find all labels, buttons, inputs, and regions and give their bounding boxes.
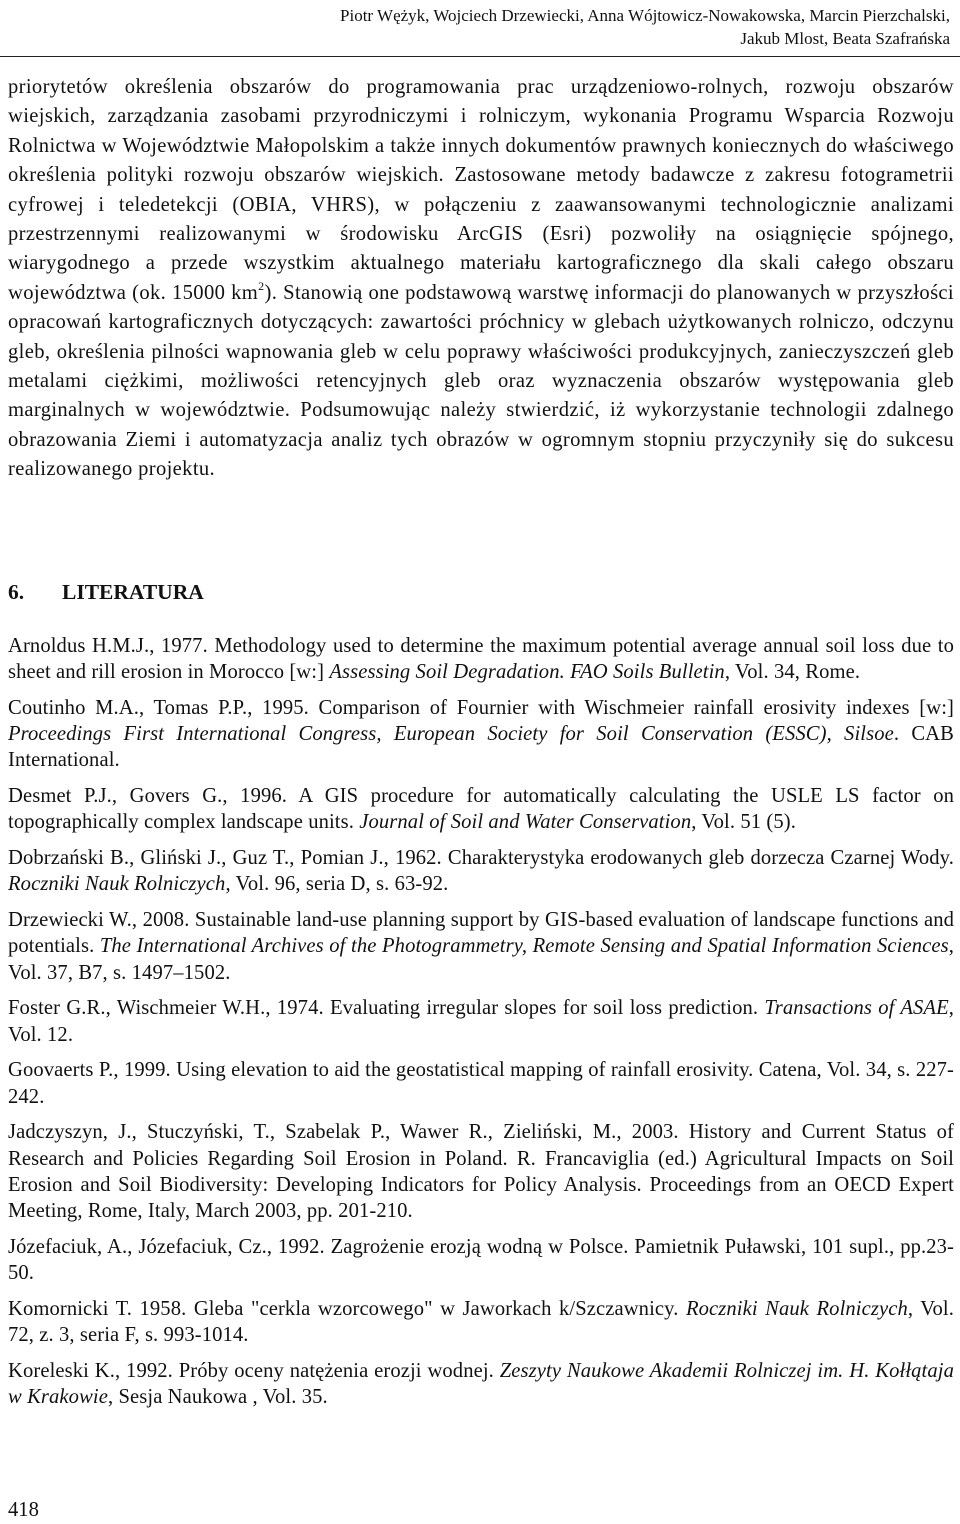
reference-item: Drzewiecki W., 2008. Sustainable land-use planning support by GIS-based evaluation of landscape functions and potentials. The International Archives of the Photogrammetry, Remote Sensing and Spatial Information Sciences, Vol. 37, B7, s. 1497–1502. <box>8 909 954 984</box>
running-header <box>250 4 950 50</box>
page-number: 418 <box>8 1499 39 1521</box>
section-heading <box>8 577 204 607</box>
reference-item: Desmet P.J., Govers G., 1996. A GIS procedure for automatically calculating the USLE LS factor on topographically complex landscape units. Journal of Soil and Water Conservation, Vol. 51 (5). <box>8 785 954 834</box>
reference-item: Arnoldus H.M.J., 1977. Methodology used to determine the maximum potential average annual soil loss due to sheet and rill erosion in Morocco [w:] Assessing Soil Degradation. FAO Soils Bulletin, Vol. 34, Rome. <box>8 635 954 684</box>
body-text-part-3: ). Stanowią one podstawową warstwę informacji do planowanych w przyszłości opracowań kartograficznych dotyczących: zawartości próchnicy w glebach użytkowanych rolniczo, odczynu gleb, określenia pilności wapnowania gleb w celu poprawy właściwości produkcyjnych, zanieczyszczeń gleb metalami ciężkimi, możliwości retencyjnych gleb oraz wyznaczenia obszarów występowania gleb marginalnych w województwie. Podsumowując należy stwierdzić, iż wykorzystanie technologii zdalnego obrazowania Ziemi i automatyzacja analiz tych obrazów w ogromnym stopniu przyczyniły się do sukcesu realizowanego projektu. <box>8 281 954 481</box>
reference-list <box>8 633 954 1420</box>
reference-item: Komornicki T. 1958. Gleba "cerkla wzorcowego" w Jaworkach k/Szczawnicy. Roczniki Nauk Rolniczych, Vol. 72, z. 3, seria F, s. 993-1014. <box>8 1297 954 1347</box>
reference-item: Koreleski K., 1992. Próby oceny natężenia erozji wodnej. Zeszyty Naukowe Akademii Rolniczej im. H. Kołłątaja w Krakowie, Sesja Naukowa , Vol. 35. <box>8 1359 954 1409</box>
section-title: LITERATURA <box>62 580 204 604</box>
body-text-part-1: priorytetów określenia obszarów do programowania prac urządzeniowo-rolnych, rozwoju obszarów wiejskich, zarządzania zasobami przyrodniczymi i rolniczym, wykonania Programu Wsparcia Rozwoju Rolnictwa w Województwie Małopolskim a także innych dokumentów prawnych koniecznych do właściwego określenia polityki rozwoju obszarów wiejskich. <box>8 76 954 187</box>
reference-item: Goovaerts P., 1999. Using elevation to aid the geostatistical mapping of rainfall erosivity. Catena, Vol. 34, s. 227-242. <box>8 1059 954 1108</box>
header-divider <box>0 56 960 57</box>
body-paragraph <box>8 73 954 485</box>
superscript-2: 2 <box>258 278 265 293</box>
section-number: 6. <box>8 580 25 604</box>
reference-item: Józefaciuk, A., Józefaciuk, Cz., 1992. Zagrożenie erozją wodną w Polsce. Pamietnik Puławski, 101 supl., pp.23-50. <box>8 1235 954 1285</box>
reference-item: Coutinho M.A., Tomas P.P., 1995. Comparison of Fournier with Wischmeier rainfall erosivity indexes [w:] Proceedings First International Congress, European Society for Soil Conservation (ESSC), Silsoe. CAB International. <box>8 697 954 772</box>
body-text-part-2: Zastosowane metody badawcze z zakresu fotogrametrii cyfrowej i teledetekcji (OBIA, VHRS), w połączeniu z zaawansowanymi technologicznie analizami przestrzennymi realizowanymi w środowisku ArcGIS (Esri) pozwoliły na osiągnięcie spójnego, wiarygodnego a przede wszystkim aktualnego materiału kartograficznego dla skali całego obszaru województwa (ok. 15000 km <box>8 164 954 304</box>
header-authors-line-2: Jakub Mlost, Beata Szafrańska <box>740 29 950 48</box>
reference-item: Jadczyszyn, J., Stuczyński, T., Szabelak P., Wawer R., Zieliński, M., 2003. History and Current Status of Research and Policies Regarding Soil Erosion in Poland. R. Francaviglia (ed.) Agricultural Impacts on Soil Erosion and Soil Biodiversity: Developing Indicators for Policy Analysis. Proceedings from an OECD Expert Meeting, Rome, Italy, March 2003, pp. 201-210. <box>8 1121 954 1223</box>
reference-item: Foster G.R., Wischmeier W.H., 1974. Evaluating irregular slopes for soil loss prediction. Transactions of ASAE, Vol. 12. <box>8 997 955 1046</box>
header-authors-line-1: Piotr Wężyk, Wojciech Drzewiecki, Anna Wójtowicz-Nowakowska, Marcin Pierzchalski, <box>340 6 950 25</box>
reference-item: Dobrzański B., Gliński J., Guz T., Pomian J., 1962. Charakterystyka erodowanych gleb dorzecza Czarnej Wody. Roczniki Nauk Rolniczych, Vol. 96, seria D, s. 63-92. <box>8 847 954 896</box>
